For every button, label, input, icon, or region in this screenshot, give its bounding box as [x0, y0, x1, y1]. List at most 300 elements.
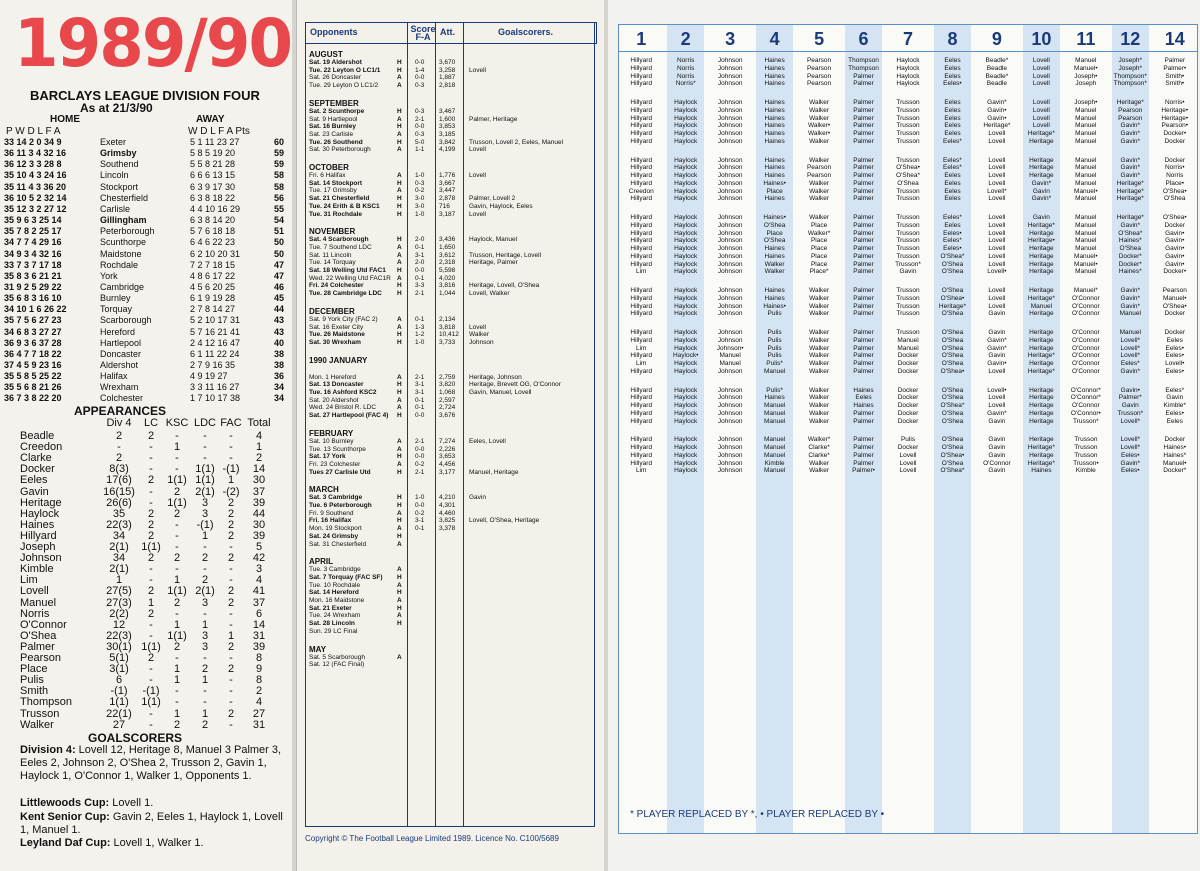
- away-columns: W D L F A Pts: [188, 126, 250, 137]
- player-cell: Haylock: [896, 57, 920, 64]
- fixture-opponent: Tue. 26 Southend: [309, 138, 363, 146]
- player-cell: Johnson: [717, 195, 743, 203]
- player-cell: Haines: [764, 252, 785, 260]
- player-cell: Trusson: [896, 287, 920, 294]
- player-cell: Haylock: [674, 268, 698, 276]
- left-page: [0, 0, 292, 871]
- player-cell: Walker: [809, 294, 830, 302]
- player-cell: Haines: [764, 114, 785, 122]
- fixture-opponent: Tue. 7 Southend LDC: [309, 243, 372, 251]
- player-cell: Palmer: [853, 329, 874, 336]
- venue: A: [397, 187, 402, 195]
- player-cell: Norris•: [1164, 164, 1185, 172]
- player-cell: Manuel: [1075, 214, 1097, 221]
- fixture-score: 0-0: [415, 74, 425, 82]
- player-cell: Manuel: [719, 360, 741, 367]
- player-cell: Manuel: [1075, 137, 1097, 145]
- away-record: 6 3 8 14 20: [190, 215, 236, 226]
- player-cell: Lovell: [988, 402, 1006, 409]
- appearance-value: 2: [173, 718, 181, 731]
- venue: A: [397, 315, 402, 323]
- player-cell: Hillyard: [630, 172, 653, 179]
- appearance-value: -: [229, 430, 233, 442]
- player-cell: Eeles•: [1165, 367, 1185, 375]
- player-cell: O'Shea*: [1118, 229, 1143, 237]
- player-cell: Manuel: [1075, 57, 1097, 64]
- player-cell: Haines*: [1163, 451, 1187, 459]
- player-cell: Gavin*: [1031, 195, 1052, 203]
- away-record: 6 3 8 18 22: [190, 192, 236, 203]
- player-cell: Haylock: [674, 229, 698, 237]
- appearance-value: 1: [173, 441, 181, 454]
- player-cell: Haines: [764, 106, 785, 114]
- season-title: 1989/90: [14, 5, 292, 82]
- player-cell: Gavin: [988, 451, 1006, 459]
- player-cell: Haylock: [674, 187, 698, 195]
- fixture-opponent: Sat. 26 Doncaster: [309, 74, 362, 82]
- player-cell: Hillyard: [630, 444, 653, 451]
- player-cell: Manuel: [1075, 130, 1097, 137]
- player-cell: Gavin•: [1165, 237, 1185, 245]
- player-cell: Docker: [897, 367, 919, 375]
- player-cell: Heritage*: [1116, 179, 1144, 187]
- fixture-opponent: Sat. 31 Chesterfield: [309, 540, 367, 548]
- fixture-score: 5-0: [415, 138, 425, 146]
- venue: H: [397, 331, 402, 339]
- player-cell: Haines: [1031, 467, 1052, 475]
- player-cell: Heritage*: [1116, 187, 1144, 195]
- player-cell: Palmer: [853, 459, 874, 467]
- player-cell: Manuel: [763, 467, 786, 475]
- appearance-value: 8: [255, 674, 263, 687]
- player-cell: Docker*: [1118, 252, 1142, 260]
- appearance-value: 1(1): [195, 463, 215, 476]
- player-name: Haylock: [20, 507, 60, 520]
- appearance-value: 34: [112, 552, 126, 565]
- player-cell: Palmer: [853, 344, 874, 352]
- player-cell: O'Connor: [1072, 344, 1100, 352]
- table-row: [4, 282, 290, 293]
- fixture-score: 2-1: [415, 437, 425, 445]
- appearance-value: 2: [227, 640, 235, 653]
- player-cell: Johnson: [717, 444, 743, 451]
- fixture-score: 0-0: [415, 59, 425, 66]
- goalscorer-entry: [20, 811, 288, 837]
- attendance: 3,853: [439, 123, 456, 131]
- appearance-value: -: [229, 618, 233, 631]
- player-cell: Pulis: [900, 436, 916, 444]
- player-cell: Gavin*: [1031, 179, 1052, 187]
- table-row: [4, 315, 290, 326]
- player-cell: Walker: [809, 417, 830, 425]
- venue: A: [397, 540, 402, 548]
- venue: A: [397, 373, 402, 381]
- player-cell: Heritage: [1029, 402, 1054, 409]
- fixture-score: 0-3: [415, 179, 425, 187]
- venue: H: [397, 179, 402, 187]
- player-cell: Manuel: [1075, 172, 1097, 179]
- appearance-value: 35: [112, 507, 126, 520]
- player-cell: Kimble: [764, 459, 785, 467]
- appearance-value: 1: [173, 707, 181, 720]
- player-cell: Place: [810, 221, 828, 229]
- player-cell: Hillyard: [630, 99, 653, 106]
- player-cell: Heritage•: [1027, 237, 1055, 245]
- player-cell: Haylock: [674, 444, 698, 451]
- player-cell: Lovell: [988, 229, 1006, 237]
- player-cell: Lovell: [988, 252, 1006, 260]
- player-cell: Walker: [809, 409, 830, 417]
- player-cell: Eeles*: [943, 156, 962, 164]
- player-cell: Heritage: [1029, 386, 1054, 394]
- player-cell: O'Shea: [941, 394, 964, 402]
- player-cell: Lovell: [988, 302, 1006, 310]
- fixture-opponent: Sat. 14 Stockport: [309, 179, 363, 187]
- player-cell: Pearson: [806, 57, 832, 64]
- player-cell: Walker*: [807, 436, 831, 444]
- venue: H: [397, 338, 402, 346]
- player-cell: Gavin*: [1120, 156, 1141, 164]
- appearance-value: 2(2): [109, 607, 129, 620]
- player-cell: Hillyard: [630, 417, 653, 425]
- lineup-row: [619, 268, 1197, 276]
- as-at-date: As at 21/3/90: [80, 101, 153, 115]
- appearance-value: -: [149, 663, 153, 676]
- fixture-opponent: Sat. 9 Hartlepool: [309, 115, 358, 123]
- player-cell: Gavin•: [1165, 260, 1185, 268]
- appearance-column-heading: Total: [247, 417, 271, 429]
- player-cell: Norris*: [675, 80, 696, 88]
- fixture-goalscorers: Palmer, Lovell 2: [469, 195, 516, 203]
- fixture-opponent: Sat. 21 Chesterfield: [309, 195, 370, 203]
- player-name: Gavin: [20, 485, 49, 498]
- appearance-value: 22(3): [106, 518, 132, 531]
- appearance-value: 37: [252, 485, 266, 498]
- home-record: 35 5 6 8 21 26: [4, 382, 62, 393]
- table-row: [4, 327, 290, 338]
- player-cell: Palmer: [853, 122, 874, 130]
- fixture-score: 2-1: [415, 290, 425, 298]
- away-record: 5 5 8 21 28: [190, 159, 236, 170]
- player-name: Haines: [20, 518, 55, 531]
- player-cell: Docker: [897, 394, 919, 402]
- player-cell: Pulis*: [766, 386, 783, 394]
- attendance: 3,816: [439, 282, 456, 290]
- player-name: Palmer: [20, 640, 55, 653]
- appearance-value: 2: [147, 552, 155, 565]
- venue: A: [397, 274, 402, 282]
- fixture-opponent: Sun. 29 LC Final: [309, 627, 358, 635]
- appearance-value: 1(1): [195, 474, 215, 487]
- player-cell: Eeles•: [943, 245, 962, 252]
- appearance-value: -: [175, 518, 179, 531]
- player-cell: Thompson*: [1113, 72, 1147, 80]
- player-cell: Gavin: [988, 329, 1006, 336]
- attendance: 4,460: [439, 509, 456, 517]
- home-label: HOME: [50, 114, 80, 125]
- player-cell: Manuel: [763, 402, 786, 409]
- fixture-row: [309, 146, 593, 154]
- player-cell: Trusson*: [1072, 417, 1099, 425]
- player-cell: Clarke*: [808, 451, 830, 459]
- player-cell: Palmer: [853, 260, 874, 268]
- venue: A: [397, 566, 402, 574]
- table-row: [4, 137, 290, 148]
- player-cell: Palmer: [853, 417, 874, 425]
- player-cell: Johnson: [717, 310, 743, 318]
- player-cell: Johnson: [717, 386, 743, 394]
- venue: H: [397, 412, 402, 420]
- player-name: Docker: [20, 463, 55, 476]
- appearance-value: -: [203, 652, 207, 664]
- home-record: 35 7 5 6 27 23: [4, 315, 62, 326]
- player-cell: Trusson: [896, 237, 920, 245]
- appearance-value: 1: [173, 674, 181, 687]
- appearance-value: -: [175, 463, 179, 476]
- player-name: Creedon: [20, 441, 63, 454]
- appearance-value: 42: [252, 552, 266, 565]
- player-cell: Gavin*: [1120, 122, 1141, 130]
- player-cell: Johnson: [717, 122, 743, 130]
- attendance: 7,274: [439, 437, 456, 445]
- player-cell: Haylock: [674, 409, 698, 417]
- appearance-value: -: [175, 652, 179, 664]
- player-name: Manuel: [20, 596, 57, 609]
- player-cell: Lovell: [988, 214, 1006, 221]
- team-name: Torquay: [100, 304, 133, 315]
- attendance: 716: [439, 202, 450, 210]
- player-cell: Heritage: [1029, 229, 1054, 237]
- player-cell: Lovell: [988, 260, 1006, 268]
- appearance-value: 1(1): [167, 585, 187, 598]
- player-cell: Thompson*: [1113, 80, 1147, 88]
- month-heading: SEPTEMBER: [309, 98, 359, 108]
- appearance-value: 3: [201, 629, 209, 642]
- appearance-value: 2: [147, 518, 155, 531]
- points: 38: [274, 360, 285, 370]
- month-heading: MAY: [309, 644, 327, 654]
- venue: H: [397, 123, 402, 131]
- player-cell: O'Connor: [1072, 360, 1100, 367]
- player-cell: Haylock: [674, 106, 698, 114]
- player-cell: Heritage*: [1116, 214, 1144, 221]
- player-cell: Palmer: [853, 195, 874, 203]
- points: 34: [274, 393, 285, 404]
- player-cell: Beadle: [986, 80, 1008, 88]
- team-name: Aldershot: [100, 360, 139, 370]
- appearance-value: -: [149, 496, 153, 509]
- away-record: 2 4 12 16 47: [190, 337, 241, 348]
- table-row: [4, 382, 290, 393]
- player-cell: Johnson: [717, 459, 743, 467]
- appearance-value: 1: [201, 707, 209, 720]
- appearance-value: -: [175, 452, 179, 465]
- player-cell: Gavin: [1032, 214, 1050, 221]
- player-cell: Trusson: [896, 114, 920, 122]
- fixture-score: 0-0: [415, 502, 425, 509]
- appearance-value: 1(1): [141, 640, 161, 653]
- lineups-page: [608, 0, 1200, 871]
- fixture-score: 0-3: [415, 130, 425, 138]
- player-cell: Docker: [897, 417, 919, 425]
- player-cell: Place: [766, 229, 783, 237]
- appearance-value: -: [203, 563, 207, 576]
- venue: H: [397, 502, 402, 509]
- points: 46: [274, 281, 285, 292]
- points: 50: [274, 248, 285, 259]
- table-row: [4, 226, 290, 237]
- away-record: 1 7 10 17 38: [190, 393, 241, 404]
- lineup-row: [619, 80, 1197, 88]
- player-cell: Trusson*: [1117, 409, 1144, 417]
- player-cell: Eeles: [944, 64, 961, 72]
- player-cell: Manuel: [1075, 164, 1097, 172]
- player-cell: Gavin*: [1120, 367, 1141, 375]
- player-cell: Docker: [1164, 156, 1186, 164]
- home-record: 33 7 3 7 17 18: [4, 259, 62, 270]
- away-record: 3 3 11 16 27: [190, 382, 240, 393]
- player-cell: Hillyard: [630, 179, 653, 187]
- player-cell: Gavin•: [1165, 229, 1185, 237]
- player-cell: Lovell: [1032, 57, 1050, 64]
- appearance-value: 1: [227, 629, 235, 642]
- appearance-value: -: [175, 696, 179, 709]
- player-cell: Lovell: [899, 459, 917, 467]
- attendance: 4,456: [439, 460, 456, 468]
- fixture-score: 0-2: [415, 187, 425, 195]
- fixture-opponent: Fri. 9 Southend: [309, 509, 354, 517]
- venue: H: [397, 66, 402, 74]
- player-cell: O'Shea: [941, 436, 964, 444]
- fixture-score: 1-0: [415, 494, 425, 502]
- lineup-row: [619, 138, 1197, 146]
- player-cell: Johnson: [717, 156, 743, 164]
- player-cell: Palmer: [853, 409, 874, 417]
- player-cell: Johnson: [717, 229, 743, 237]
- appearance-value: -: [203, 541, 207, 553]
- venue: A: [397, 612, 402, 620]
- player-cell: Haylock: [896, 64, 920, 72]
- player-cell: Gavin*: [1120, 137, 1141, 145]
- player-cell: Manuel•: [1074, 187, 1098, 195]
- player-cell: Eeles: [944, 179, 961, 187]
- fixture-goalscorers: Eeles, Lovell: [469, 437, 506, 445]
- player-cell: Palmer•: [1163, 64, 1187, 72]
- attendance: 3,818: [439, 323, 456, 331]
- away-record: 4 9 19 27: [190, 371, 228, 382]
- fixture-opponent: Mon. 16 Maidstone: [309, 597, 365, 604]
- player-cell: Palmer: [853, 214, 874, 221]
- player-cell: Heritage: [1029, 336, 1054, 344]
- player-cell: Johnson: [717, 367, 743, 375]
- attendance: 3,670: [439, 59, 456, 66]
- player-cell: Johnson: [717, 268, 743, 276]
- player-cell: Haylock: [674, 436, 698, 444]
- player-cell: Eeles: [855, 394, 872, 402]
- attendance: 3,258: [439, 66, 456, 74]
- appearance-value: -: [149, 574, 153, 587]
- player-cell: Palmer: [853, 221, 874, 229]
- player-name: Place: [20, 663, 48, 676]
- player-cell: Docker•: [1163, 130, 1187, 137]
- away-record: 6 2 10 20 31: [190, 248, 241, 259]
- player-cell: O'Shea: [941, 260, 964, 268]
- fixture-opponent: Sat. 18 Welling Utd FAC1: [309, 267, 386, 274]
- appearance-value: 8: [255, 652, 263, 664]
- player-cell: Eeles*: [943, 214, 962, 221]
- away-record: 6 1 11 22 24: [190, 348, 240, 359]
- attendance: 2,318: [439, 259, 456, 267]
- player-cell: Palmer: [853, 172, 874, 179]
- attendance: 1,600: [439, 115, 456, 123]
- player-name: Pulis: [20, 674, 44, 687]
- competition-name: Littlewoods Cup:: [20, 797, 110, 809]
- fixture-opponent: Sat. 9 York City (FAC 2): [309, 315, 378, 323]
- player-cell: O'Shea: [941, 459, 964, 467]
- points: 36: [274, 371, 285, 382]
- player-cell: O'Shea: [897, 179, 919, 187]
- opponents-heading: Opponents: [310, 27, 358, 37]
- player-cell: Haines: [764, 64, 785, 72]
- appearance-value: 5(1): [109, 652, 129, 664]
- player-cell: Palmer: [853, 187, 874, 195]
- appearance-value: 2: [227, 585, 235, 598]
- competition-scorers: Gavin 2, Eeles 1, Haylock 1, Lovell 1, Manuel 1.: [20, 811, 283, 836]
- player-cell: O'Shea•: [1162, 214, 1187, 221]
- player-name: Norris: [20, 607, 50, 620]
- player-cell: Hillyard: [630, 164, 653, 172]
- player-cell: Smith•: [1165, 72, 1185, 80]
- attendance: 3,842: [439, 138, 456, 146]
- venue: H: [397, 107, 402, 115]
- venue: A: [397, 653, 402, 661]
- fixture-row: [309, 541, 593, 549]
- appearances-header: [20, 416, 288, 430]
- player-cell: Manuel: [1119, 329, 1141, 336]
- appearance-value: 2: [201, 718, 209, 731]
- player-cell: Clarke*: [808, 444, 830, 451]
- player-cell: Hillyard: [630, 451, 653, 459]
- player-cell: Palmer: [853, 367, 874, 375]
- fixture-score: 0-0: [415, 445, 425, 453]
- player-cell: Walker: [809, 329, 830, 336]
- player-cell: Thompson: [848, 64, 879, 72]
- player-cell: Palmer: [853, 352, 874, 360]
- player-cell: Johnson•: [716, 344, 744, 352]
- player-cell: Kimble*: [1163, 402, 1186, 409]
- player-cell: Eeles: [944, 172, 961, 179]
- player-cell: Walker: [809, 302, 830, 310]
- player-cell: Trusson: [896, 302, 920, 310]
- appearance-value: 27: [112, 718, 126, 731]
- player-cell: Gavin*: [1120, 221, 1141, 229]
- player-cell: Hillyard: [630, 64, 653, 72]
- fixture-row: [309, 661, 593, 669]
- player-cell: Haines: [853, 402, 874, 409]
- player-cell: O'Shea: [941, 268, 964, 276]
- attendance: 3,653: [439, 453, 456, 461]
- shirt-number: 4: [769, 29, 780, 49]
- player-cell: Trusson*: [895, 260, 921, 268]
- player-cell: Lovell•: [987, 268, 1007, 276]
- fixture-opponent: Sat. 30 Wrexham: [309, 338, 361, 346]
- player-cell: Trusson: [896, 221, 920, 229]
- player-cell: Johnson: [717, 99, 743, 106]
- fixture-score: 0-2: [415, 509, 425, 517]
- fixture-opponent: Sat. 17 York: [309, 453, 346, 461]
- player-cell: Hillyard: [630, 386, 653, 394]
- points: 50: [274, 237, 285, 248]
